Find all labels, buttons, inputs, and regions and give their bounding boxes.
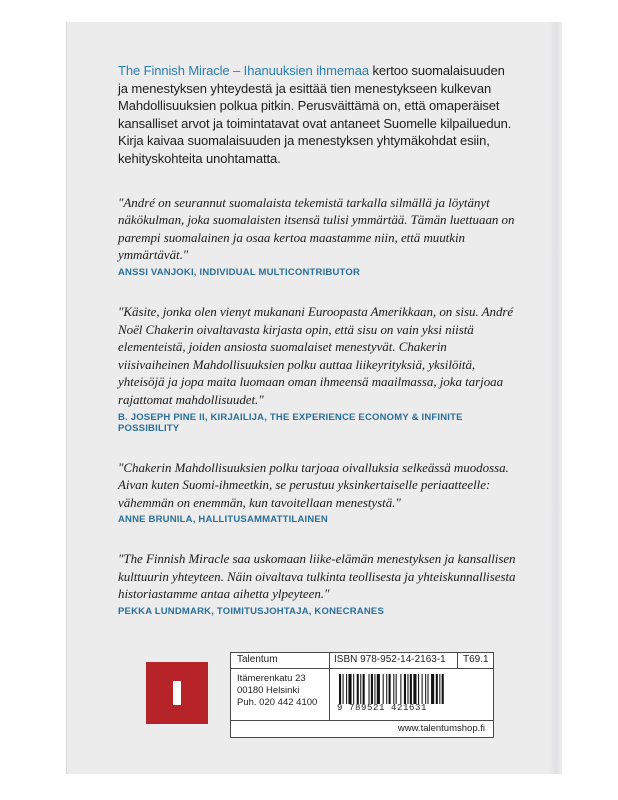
quote-author: PEKKA LUNDMARK, TOIMITUSJOHTAJA, KONECRANES bbox=[118, 606, 384, 618]
quote-block bbox=[118, 303, 518, 434]
barcode-bar bbox=[389, 674, 391, 704]
barcode-digits: 9 789521 421631 bbox=[337, 703, 428, 713]
logo-bar bbox=[173, 681, 181, 705]
intro-lead-title: The Finnish Miracle – Ihanuuksien ihmemaa bbox=[118, 63, 369, 78]
barcode-bar bbox=[393, 674, 394, 704]
barcode-bar bbox=[377, 674, 380, 704]
talentum-logo-icon bbox=[146, 662, 208, 724]
barcode-bar bbox=[407, 674, 408, 704]
quote-block bbox=[118, 194, 518, 278]
publisher-url: www.talentumshop.fi bbox=[397, 723, 485, 734]
barcode-bar bbox=[396, 674, 397, 704]
barcode-bar bbox=[360, 674, 361, 704]
barcode-bar bbox=[439, 674, 440, 704]
publisher-url-row bbox=[231, 720, 493, 737]
barcode-bar bbox=[400, 674, 401, 704]
barcode-bar bbox=[442, 674, 444, 704]
divider bbox=[329, 653, 330, 668]
barcode-bar bbox=[339, 674, 341, 704]
quote-text: "Käsite, jonka olen vienyt mukanani Euroopasta Amerikkaan, on sisu. André Noël Chakerin oivaltavasta kirjasta opin, että sisu on vain yksi niistä elementeistä, joiden ansiosta suomalaiset menestyvät. Chakerin viisivaiheinen Mahdollisuuksien polku auttaa liikeyrityksiä, yksilöitä, yhteisöjä ja jopa maita luomaan oman ihmeensä maailmassa, joka tarjoaa rajattomat mahdollisuudet." bbox=[118, 303, 514, 407]
publisher-info-box bbox=[230, 652, 494, 738]
cover-edge bbox=[548, 22, 562, 774]
publisher-header-row bbox=[231, 653, 493, 669]
barcode-bar bbox=[386, 674, 387, 704]
address-line: 00180 Helsinki bbox=[237, 685, 300, 696]
quote-block bbox=[118, 550, 518, 617]
cover-text bbox=[118, 62, 518, 642]
barcode-bar bbox=[357, 674, 359, 704]
quote-text: "Chakerin Mahdollisuuksien polku tarjoaa oivalluksia selkeässä muodossa. Aivan kuten Suomi-ihmeetkin, se perustuu yksinkertaiselle periaatteelle: vähemmän on enemmän, kun tavoitellaan menestystä." bbox=[118, 459, 509, 510]
quote-author: ANNE BRUNILA, HALLITUSAMMATTILAINEN bbox=[118, 514, 328, 526]
quote-author: ANSSI VANJOKI, INDIVIDUAL MULTICONTRIBUTOR bbox=[118, 266, 361, 278]
barcode-bar bbox=[348, 674, 351, 704]
barcode-bar bbox=[413, 674, 416, 704]
barcode-bar bbox=[369, 674, 370, 704]
quote-author: B. JOSEPH PINE II, KIRJAILIJA, THE EXPERIENCE ECONOMY & INFINITE POSSIBILITY bbox=[118, 411, 463, 434]
barcode-bar bbox=[371, 674, 373, 704]
intro-body: kertoo suomalaisuuden ja menestyksen yhteydestä ja esittää tien menestykseen kulkevan Mahdollisuuksien polkua pitkin. Perusväittämä on, että omaperäiset kansalliset arvot ja toimintatavat ovat antaneet Suomelle kilpailuedun. Kirja kaivaa suomalaisuuden ja menestyksen yhtymäkohdat esiin, kehityskohteita unohtamatta. bbox=[118, 63, 512, 166]
isbn-number: ISBN 978-952-14-2163-1 bbox=[334, 654, 446, 665]
barcode-bar bbox=[343, 674, 344, 704]
barcode-bar bbox=[410, 674, 412, 704]
barcode-icon bbox=[339, 674, 485, 704]
address-line: Puh. 020 442 4100 bbox=[237, 697, 318, 708]
publisher-name: Talentum bbox=[237, 654, 278, 665]
barcode-bar bbox=[346, 674, 347, 704]
barcode-bar bbox=[428, 674, 429, 704]
quote-text: "The Finnish Miracle saa uskomaan liike-elämän menestyksen ja kansallisen kulttuurin yhteyteen. Näin oivaltava tulkinta teollisesta ja yhteiskunnallisesta historiastamme antaa aihetta ylpeyteen." bbox=[118, 551, 516, 602]
barcode-bar bbox=[353, 674, 354, 704]
address-line: Itämerenkatu 23 bbox=[237, 673, 306, 684]
barcode-bar bbox=[374, 674, 375, 704]
barcode-bar bbox=[383, 674, 384, 704]
barcode-bar bbox=[431, 674, 434, 704]
barcode-bar bbox=[425, 674, 426, 704]
classification-code: T69.1 bbox=[463, 654, 489, 665]
barcode-bar bbox=[404, 674, 406, 704]
publisher-address bbox=[237, 673, 317, 709]
barcode-bar bbox=[422, 674, 423, 704]
barcode-bar bbox=[363, 674, 365, 704]
quote-block bbox=[118, 459, 518, 526]
intro-paragraph bbox=[118, 62, 518, 168]
barcode-bar bbox=[436, 674, 438, 704]
divider bbox=[457, 653, 458, 668]
divider bbox=[329, 668, 330, 720]
quote-text: "André on seurannut suomalaista tekemistä tarkalla silmällä ja löytänyt näkökulman, joka suomalaisten itsensä tulisi ymmärtää. Tämän luettuaan on parempi suomalainen ja osaa kertoa maastamme niin, että muutkin ymmärtävät." bbox=[118, 194, 515, 263]
barcode-bar bbox=[418, 674, 419, 704]
